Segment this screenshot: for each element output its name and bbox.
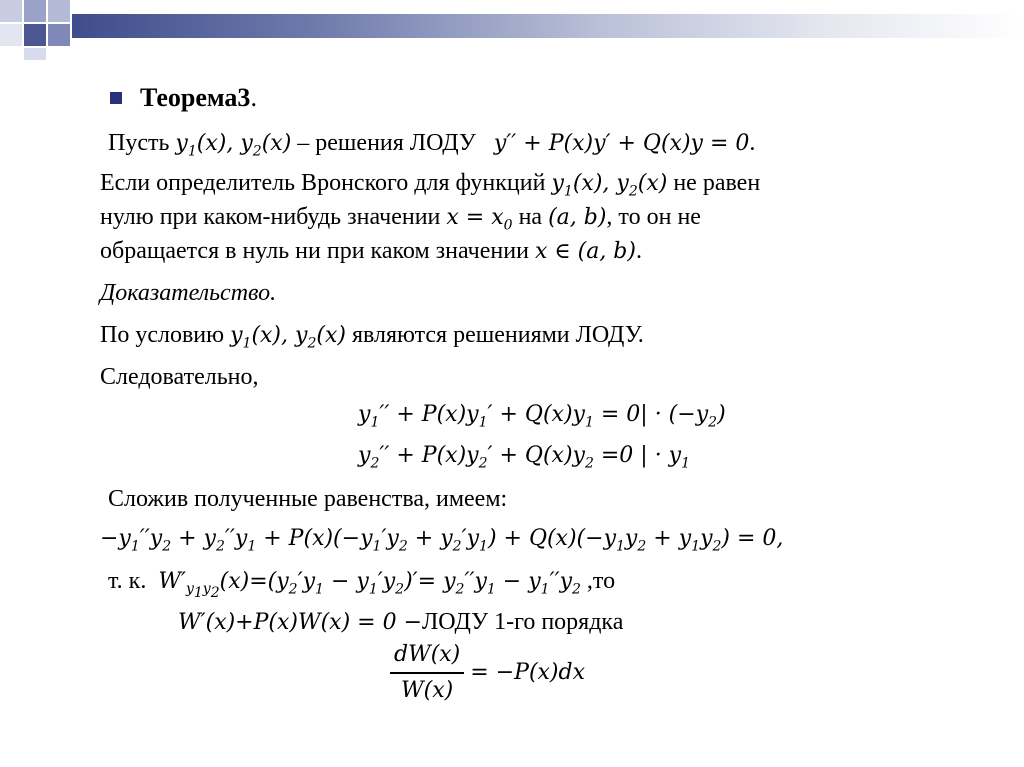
header-decoration [0,0,1024,60]
deco-square [48,0,70,22]
deco-square [48,24,70,46]
statement-line-3: нулю при каком-нибудь значении $x = x_0$ на (a, b), то он не [100,204,701,234]
formula: $y_1(x)$, $y_2(x)$ [175,131,292,160]
statement-line-2: Если определитель Вронского для функций $y_1(x)$, $y_2(x)$ не равен [100,170,761,200]
formula: $x = x_0$ [446,205,513,234]
deco-square [0,0,22,22]
wronskian-line: т. к. $W'_{y_1y_2}(x)=(y_2'y_1 - y_1'y_2)'= y_2''y_1 - y_1''y_2$ ,то [108,568,616,602]
sum-line: Сложив полученные равенства, имеем: [108,486,508,512]
hence-line: Следовательно, [100,364,259,390]
first-order-line: W′(x)+P(x)W(x) = 0 −ЛОДУ 1-го порядка [178,609,624,635]
theorem-title: Теорема3. [140,83,257,112]
formula: $y_1(x)$, $y_2(x)$ [551,171,668,200]
fraction: $\frac{dW(x)}{W(x)}$ [390,640,464,706]
formula: $y_1(x)$, $y_2(x)$ [230,323,346,352]
deco-square [24,0,46,22]
proof-heading: Доказательство. [100,280,277,306]
bullet-square [110,92,122,104]
header-gradient-bar [72,14,1024,38]
deco-square [24,48,46,60]
formula: $W'_{y_1y_2}(x)=(y_2'y_1 - y_1'y_2)'= y_2''y_1 - y_1''y_2$ [158,569,581,602]
equation-1: $y_1'' + P(x)y_1' + Q(x)y_1 = 0| \cdot (-y_2)$ [358,402,726,431]
equation-sum: $-y_1''y_2 + y_2''y_1 + P(x)(-y_1'y_2 + y_2'y_1) + Q(x)(-y_1y_2 + y_1y_2) = 0$, [100,526,784,555]
formula: y′′ + P(x)y′ + Q(x)y = 0 [493,131,750,156]
formula: W′(x)+P(x)W(x) = 0 − [178,610,423,635]
deco-square [0,24,22,46]
formula: (a, b) [548,205,607,230]
condition-line: По условию $y_1(x)$, $y_2(x)$ являются решениями ЛОДУ. [100,322,644,352]
formula: x ∈ (a, b) [534,239,636,264]
fraction-equation: $\frac{dW(x)}{W(x)}$ = −P(x)dx [390,640,585,706]
equation-2: $y_2'' + P(x)y_2' + Q(x)y_2 =0$ | · $y_1$ [358,443,691,472]
statement-line-1: Пусть $y_1(x)$, $y_2(x)$ – решения ЛОДУ y′′ + P(x)y′ + Q(x)y = 0. [108,130,756,160]
statement-line-4: обращается в нуль ни при каком значении x ∈ (a, b). [100,238,642,264]
deco-square [24,24,46,46]
